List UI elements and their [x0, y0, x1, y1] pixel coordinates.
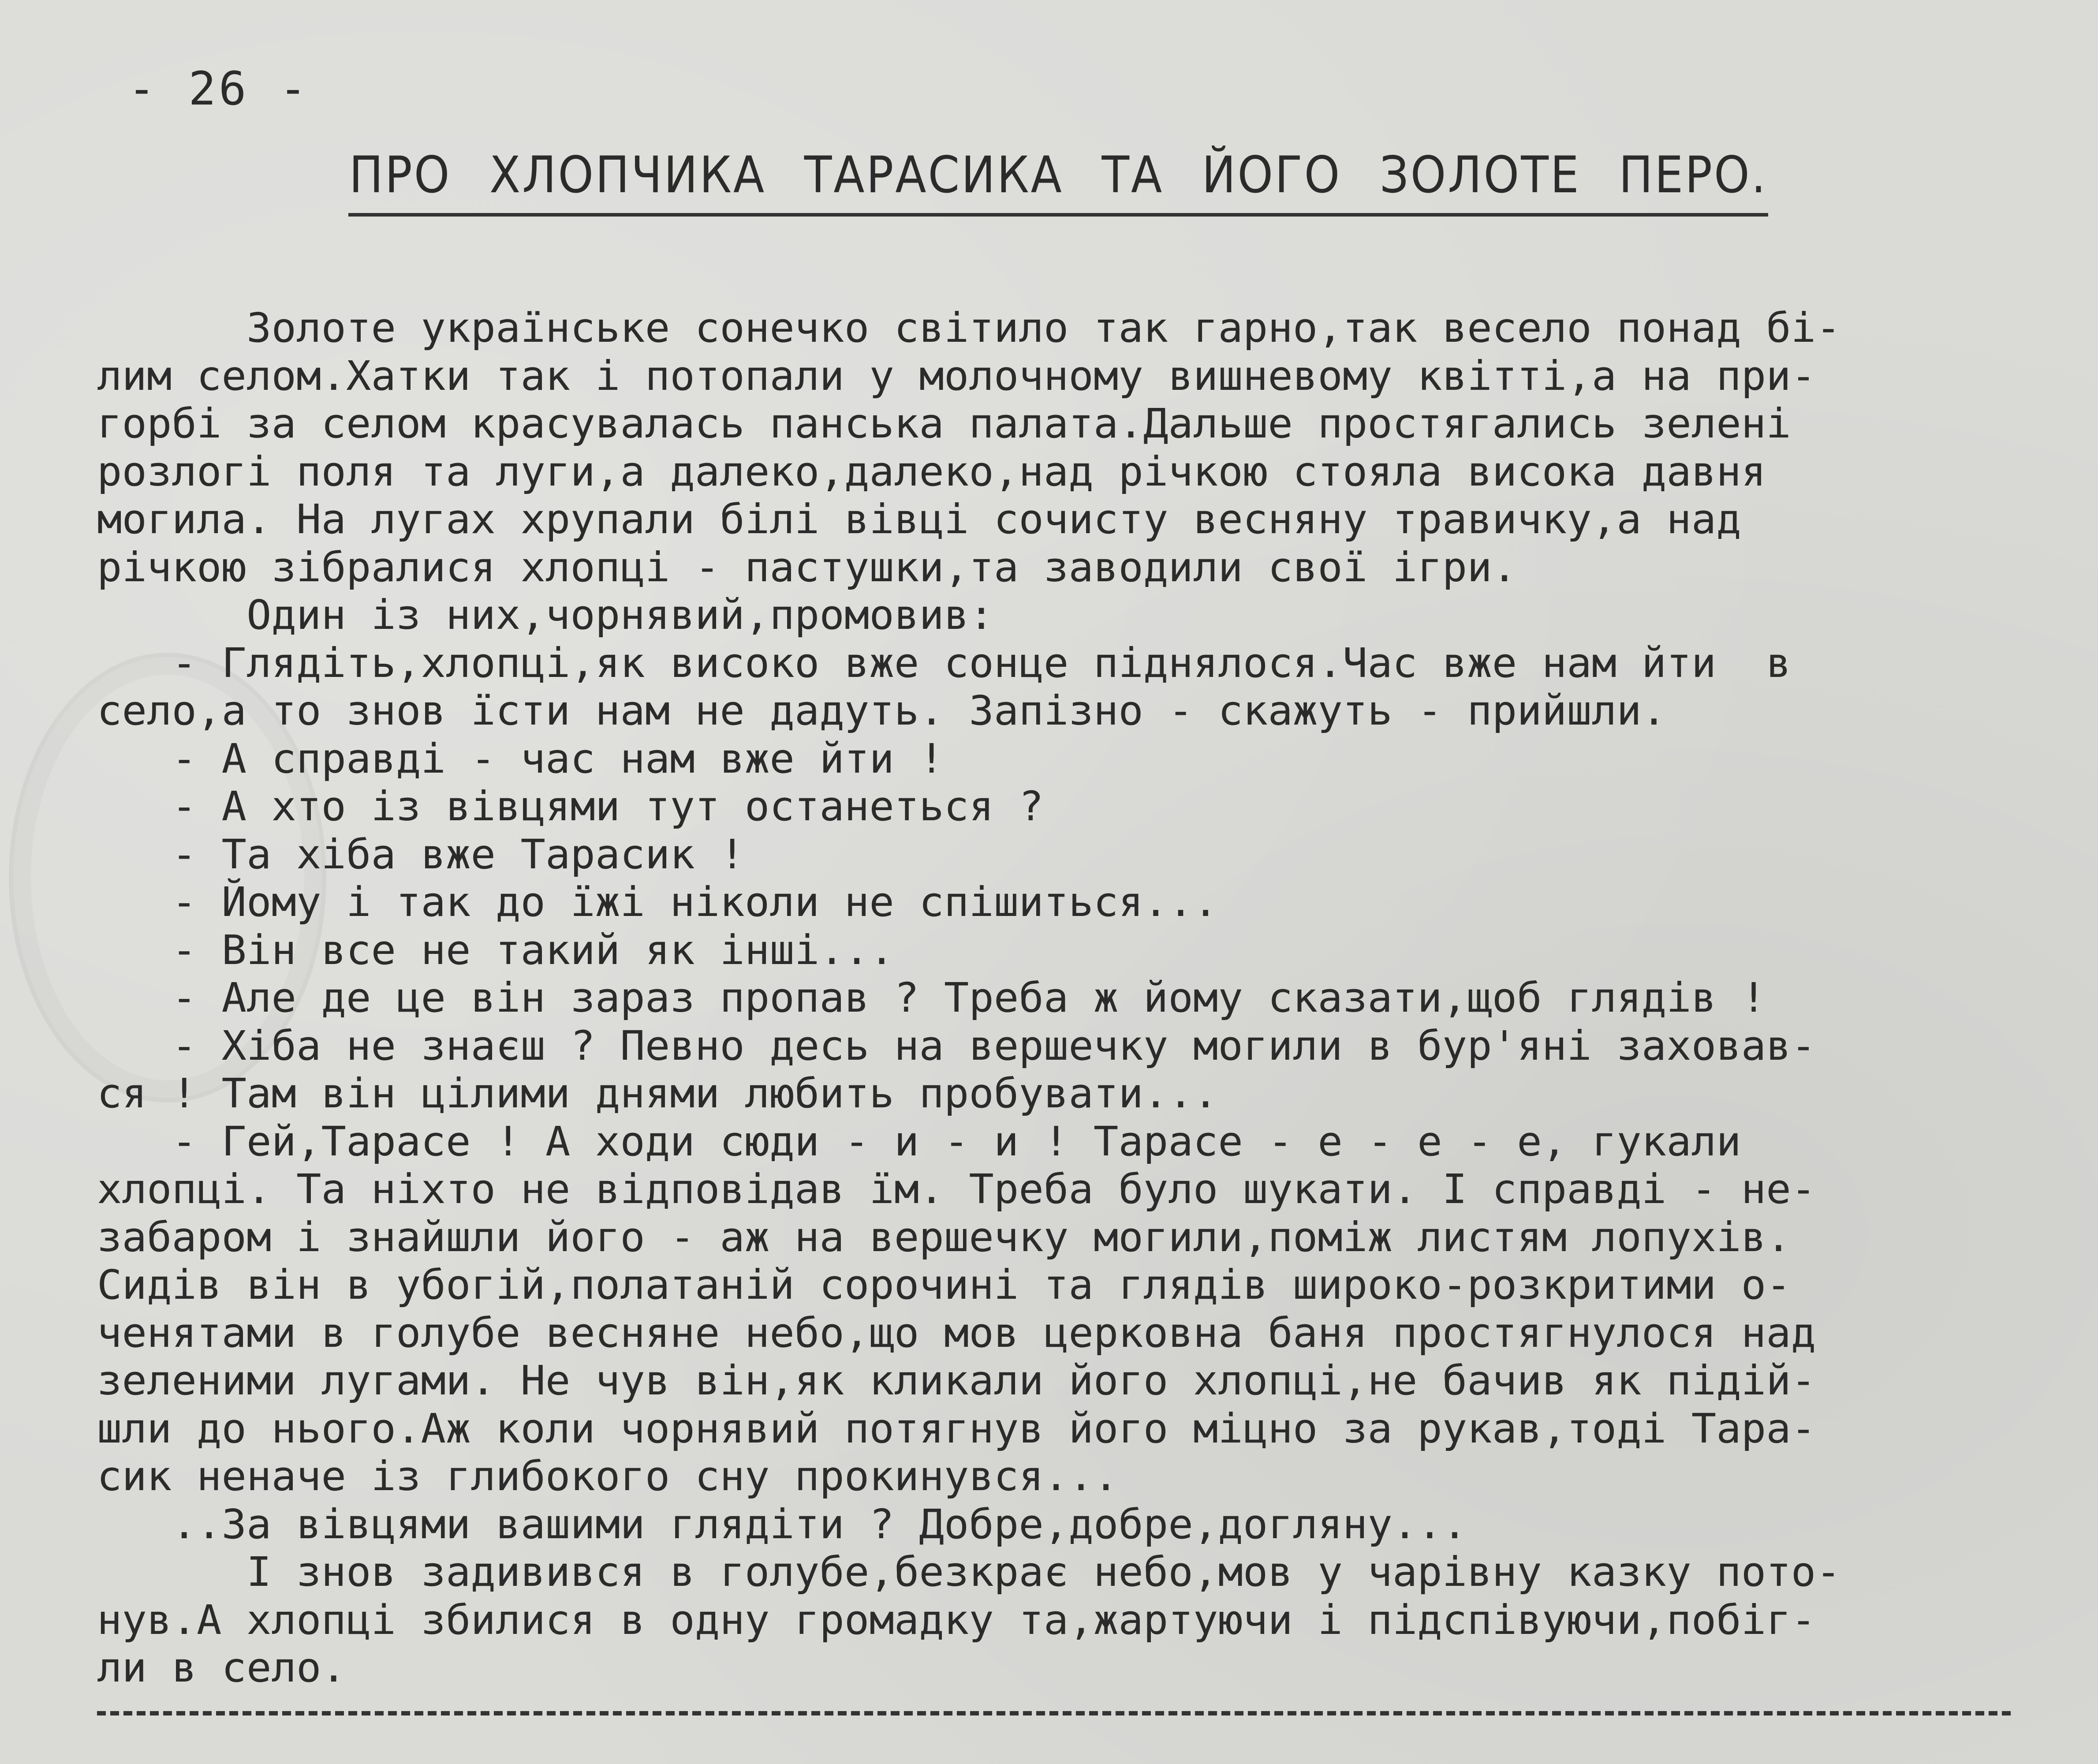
text-line: - Але де це він зараз пропав ? Треба ж йому сказати,щоб глядів !	[97, 974, 1766, 1021]
text-line: Один із них,чорнявий,промовив:	[97, 591, 994, 639]
text-line: - А справді - час нам вже йти !	[97, 735, 944, 782]
text-line: горбі за селом красувалась панська палата.Дальше простягались зелені	[97, 400, 1791, 447]
text-line: ченятами в голубе весняне небо,що мов церковна баня простягнулося над	[97, 1309, 1816, 1357]
text-line: хлопці. Та ніхто не відповідав їм. Треба було шукати. І справді - не-	[97, 1166, 1816, 1213]
text-line: сик неначе із глибокого сну прокинувся...	[97, 1453, 1119, 1500]
text-line: село,а то знов їсти нам не дадуть. Запізно - скажуть - прийшли.	[97, 687, 1667, 734]
story-body	[97, 304, 2020, 1692]
text-line: - Глядіть,хлопці,як високо вже сонце піднялося.Час вже нам йти в	[97, 639, 1791, 687]
text-line: ся ! Там він цілими днями любить пробувати...	[97, 1070, 1218, 1117]
text-line: - Він все не такий як інші...	[97, 926, 894, 974]
text-line: забаром і знайшли його - аж на вершечку могили,поміж листям лопухів.	[97, 1213, 1791, 1261]
text-line: ли в село.	[97, 1644, 346, 1691]
text-line: І знов задивився в голубе,безкрає небо,мов у чарівну казку пото-	[97, 1548, 1841, 1596]
end-dashed-rule	[97, 1711, 2011, 1715]
text-line: - Та хіба вже Тарасик !	[97, 830, 745, 878]
text-line: Золоте українське сонечко світило так гарно,так весело понад бі-	[97, 304, 1841, 351]
text-line: лим селом.Хатки так і потопали у молочному вишневому квітті,а на при-	[97, 352, 1816, 400]
text-line: ..За вівцями вашими глядіти ? Добре,добре,догляну...	[97, 1500, 1467, 1548]
text-line: - Гей,Тарасе ! А ходи сюди - и - и ! Тарасе - е - е - е, гукали	[97, 1117, 1741, 1165]
story-title: ПРО ХЛОПЧИКА ТАРАСИКА ТА ЙОГО ЗОЛОТЕ ПЕРО.	[348, 146, 1768, 217]
text-line: - Йому і так до їжі ніколи не спішиться...	[97, 878, 1218, 926]
text-line: - А хто із вівцями тут останеться ?	[97, 783, 1044, 830]
text-line: річкою зібралися хлопці - пастушки,та заводили свої ігри.	[97, 543, 1517, 591]
text-line: могила. На лугах хрупали білі вівці сочисту весняну травичку,а над	[97, 496, 1741, 543]
text-line: Сидів він в убогій,полатаній сорочині та глядів широко-розкритими о-	[97, 1261, 1791, 1308]
text-line: шли до нього.Аж коли чорнявий потягнув його міцно за рукав,тоді Тара-	[97, 1405, 1816, 1452]
text-line: - Хіба не знаєш ? Певно десь на вершечку могили в бур'яні заховав-	[97, 1022, 1816, 1069]
text-line: зеленими лугами. Не чув він,як кликали його хлопці,не бачив як підій-	[97, 1357, 1816, 1404]
page-number: - 26 -	[128, 62, 310, 116]
text-line: розлогі поля та луги,а далеко,далеко,над річкою стояла висока давня	[97, 448, 1766, 495]
text-line: нув.А хлопці збилися в одну громадку та,жартуючи і підспівуючи,побіг-	[97, 1596, 1816, 1644]
